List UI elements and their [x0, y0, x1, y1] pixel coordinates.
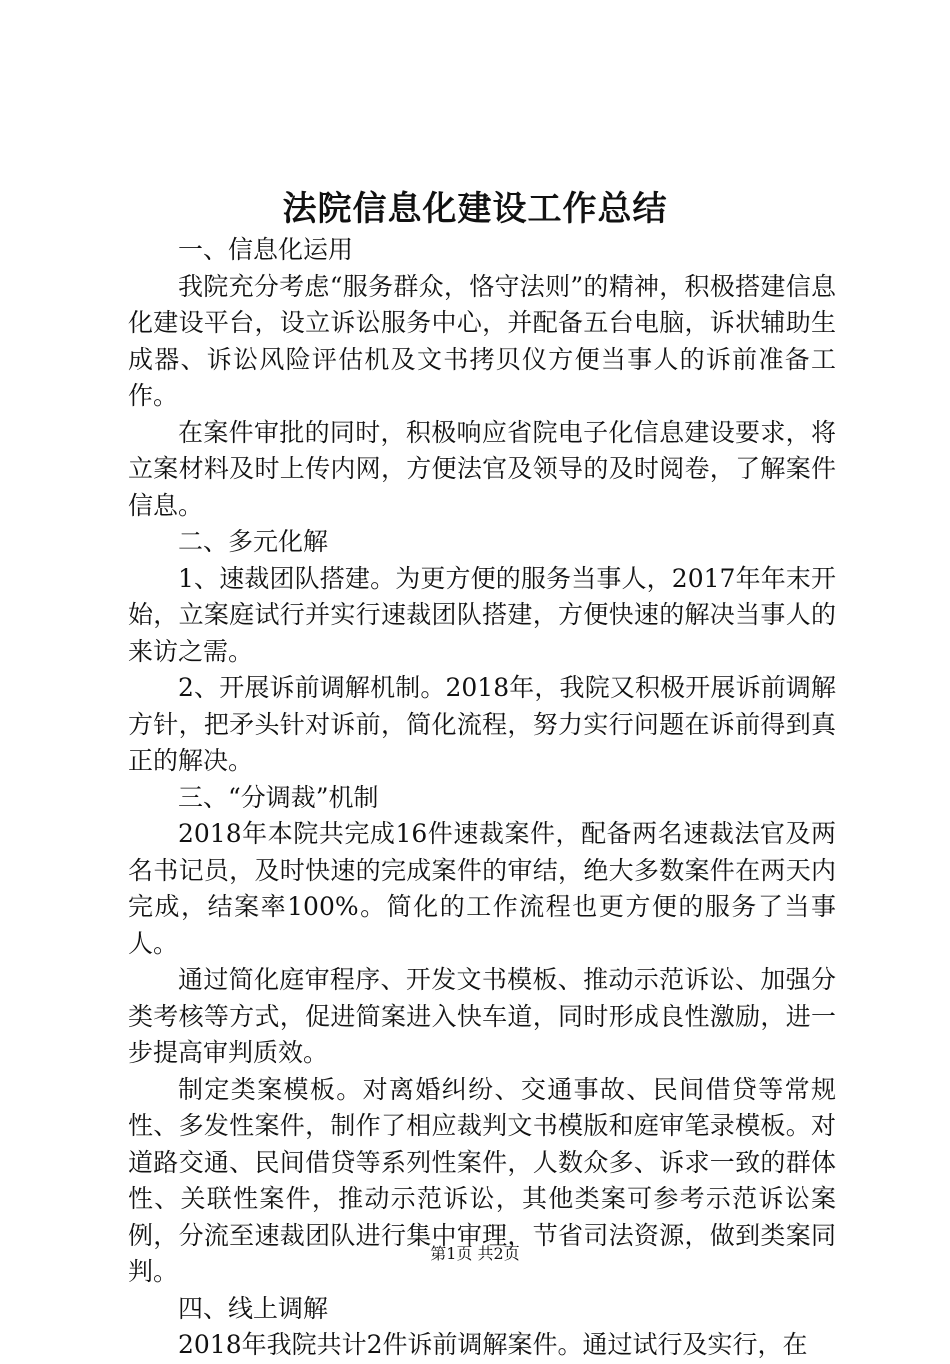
paragraph: 2、开展诉前调解机制。2018年，我院又积极开展诉前调解方针，把矛头针对诉前，简化流程，努力实行问题在诉前得到真正的解决。	[128, 673, 836, 775]
paragraph: 2018年我院共计2件诉前调解案件。通过试行及实行，在	[178, 1330, 808, 1359]
paragraph: 通过简化庭审程序、开发文书模板、推动示范诉讼、加强分类考核等方式，促进简案进入快车道，同时形成良性激励，进一步提高审判质效。	[128, 965, 836, 1067]
document-body	[128, 232, 836, 1364]
section-heading: 四、线上调解	[178, 1293, 329, 1323]
paragraph: 制定类案模板。对离婚纠纷、交通事故、民间借贷等常规性、多发性案件，制作了相应裁判文书模版和庭审笔录模板。对道路交通、民间借贷等系列性案件，人数众多、诉求一致的群体性、关联性案件，推动示范诉讼，其他类案可参考示范诉讼案例，分流至速裁团队进行集中审理，节省司法资源，做到类案同判。	[128, 1074, 836, 1286]
document-title: 法院信息化建设工作总结	[282, 189, 668, 229]
section-heading: 一、信息化运用	[178, 235, 354, 264]
paragraph: 1、速裁团队搭建。为更方便的服务当事人，2017年年末开始，立案庭试行并实行速裁团队搭建，方便快速的解决当事人的来访之需。	[128, 563, 836, 666]
paragraph: 2018年本院共完成16件速裁案件，配备两名速裁法官及两名书记员，及时快速的完成案件的审结，绝大多数案件在两天内完成，结案率100%。简化的工作流程也更方便的服务了当事人。	[128, 819, 836, 958]
paragraph: 在案件审批的同时，积极响应省院电子化信息建设要求，将立案材料及时上传内网，方便法官及领导的及时阅卷，了解案件信息。	[128, 417, 836, 520]
paragraph: 我院充分考虑“服务群众，恪守法则”的精神，积极搭建信息化建设平台，设立诉讼服务中心，并配备五台电脑，诉状辅助生成器、诉讼风险评估机及文书拷贝仪方便当事人的诉前准备工作。	[128, 271, 836, 410]
section-heading: 三、“分调裁”机制	[178, 782, 379, 812]
section-heading: 二、多元化解	[178, 527, 329, 556]
page-footer: 第1页 共2页	[430, 1244, 520, 1263]
